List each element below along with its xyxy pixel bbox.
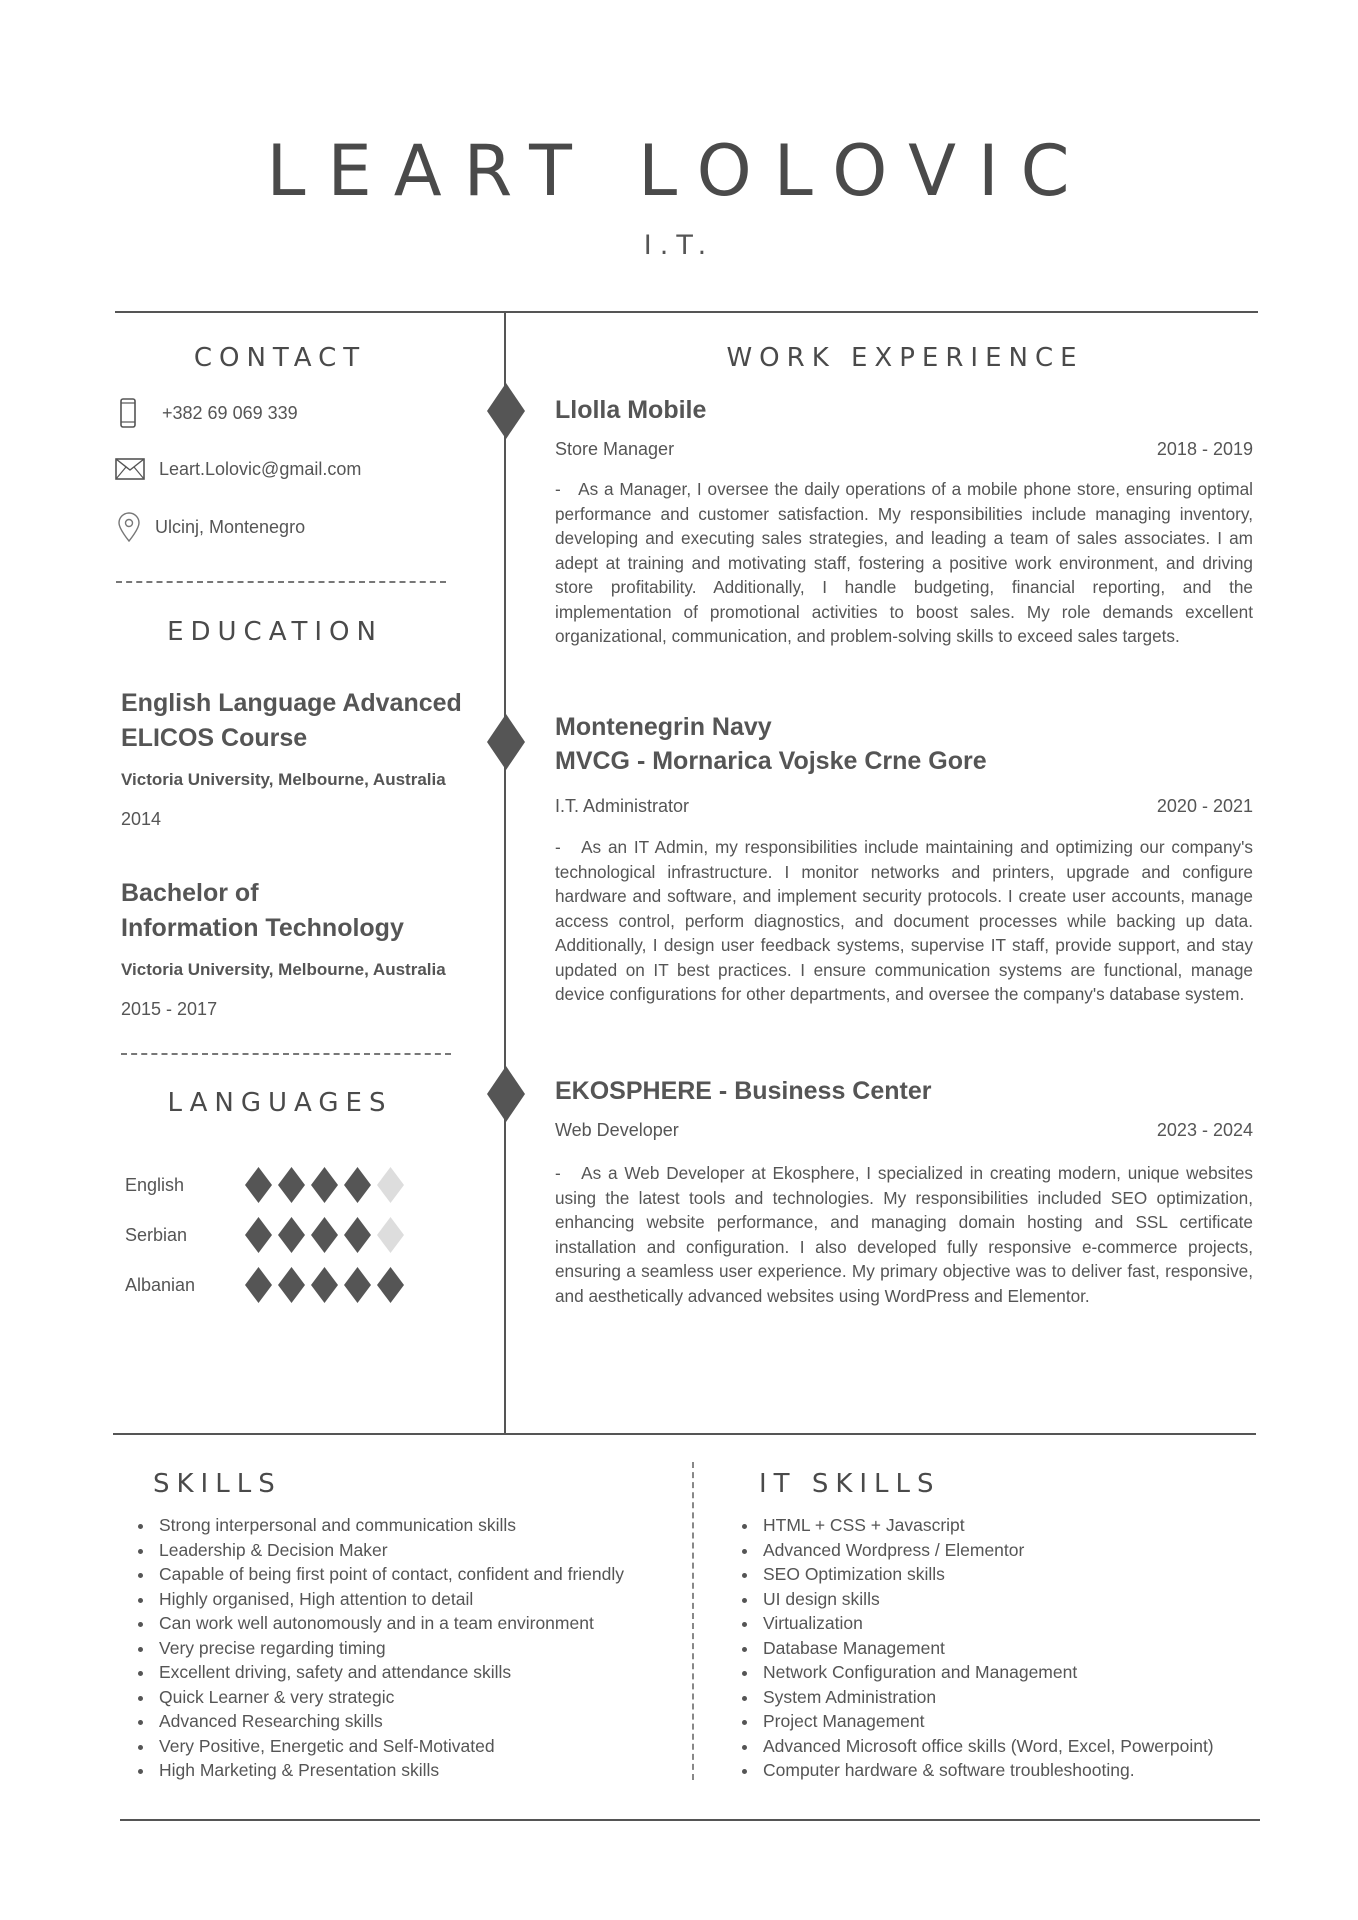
filled-diamond-icon xyxy=(245,1217,272,1253)
skill-item: • SEO Optimization skills xyxy=(759,1562,1257,1587)
skills-column-divider xyxy=(692,1462,694,1780)
languages-heading: LANGUAGES xyxy=(167,1088,393,1118)
language-level xyxy=(245,1217,410,1253)
filled-diamond-icon xyxy=(245,1167,272,1203)
it-skills-list xyxy=(737,1513,1257,1783)
skill-item: • HTML + CSS + Javascript xyxy=(759,1513,1257,1538)
education-item xyxy=(121,686,481,830)
job-role-row xyxy=(555,796,1253,817)
timeline-line xyxy=(504,313,506,1433)
filled-diamond-icon xyxy=(278,1217,305,1253)
skill-item: • Virtualization xyxy=(759,1611,1257,1636)
job-years: 2018 - 2019 xyxy=(1156,439,1253,459)
job-role: I.T. Administrator xyxy=(555,796,690,816)
timeline-diamond-icon xyxy=(487,714,525,770)
skill-item: • Project Management xyxy=(759,1709,1257,1734)
contact-phone xyxy=(120,398,298,428)
contact-email-text[interactable]: Leart.Lolovic@gmail.com xyxy=(159,458,362,479)
skill-item: • Very Positive, Energetic and Self-Motivated xyxy=(155,1734,673,1759)
it-skills-bullets xyxy=(737,1513,1257,1783)
skill-item: • Excellent driving, safety and attendance skills xyxy=(155,1660,673,1685)
filled-diamond-icon xyxy=(311,1217,338,1253)
empty-diamond-icon xyxy=(377,1217,404,1253)
job-entry xyxy=(555,393,1253,649)
job-description: - As an IT Admin, my responsibilities include maintaining and optimizing our company's technological infrastructure. I monitor networks and printers, upgrade and configure hardware and software, and implement security protocols. I create user accounts, manage access control, perform diagnostics, and document processes while backing up data. Additionally, I design user feedback systems, supervise IT staff, provide support, and stay updated on IT best practices. I ensure communication systems are functional, manage device configurations for other departments, and oversee the company's database system. xyxy=(555,837,1253,1004)
job-entry xyxy=(555,1074,1253,1308)
skill-item: • Advanced Microsoft office skills (Word, Excel, Powerpoint) xyxy=(759,1734,1257,1759)
contact-phone-text: +382 69 069 339 xyxy=(162,402,298,423)
location-pin-icon xyxy=(117,512,141,542)
skills-bullets xyxy=(133,1513,673,1783)
job-company-subtitle: MVCG - Mornarica Vojske Crne Gore xyxy=(555,747,987,775)
job-years: 2020 - 2021 xyxy=(1156,796,1253,816)
footer-divider xyxy=(120,1819,1260,1821)
language-level xyxy=(245,1167,410,1203)
job-role-row xyxy=(555,439,1253,460)
skill-item: • Highly organised, High attention to detail xyxy=(155,1587,673,1612)
job-role-row xyxy=(555,1120,1253,1141)
header-divider xyxy=(115,311,1258,313)
skill-item: • Advanced Wordpress / Elementor xyxy=(759,1538,1257,1563)
education-degree: Information Technology xyxy=(121,914,404,942)
skill-item: • UI design skills xyxy=(759,1587,1257,1612)
language-name: Serbian xyxy=(125,1224,188,1245)
language-row xyxy=(125,1160,445,1210)
language-row xyxy=(125,1260,445,1310)
skills-top-divider xyxy=(113,1433,1256,1435)
skill-item: • Quick Learner & very strategic xyxy=(155,1685,673,1710)
education-degree: Bachelor of xyxy=(121,879,259,907)
skill-item: • Can work well autonomously and in a team environment xyxy=(155,1611,673,1636)
filled-diamond-icon xyxy=(311,1167,338,1203)
filled-diamond-icon xyxy=(344,1217,371,1253)
skill-item: • Very precise regarding timing xyxy=(155,1636,673,1661)
skill-item: • System Administration xyxy=(759,1685,1257,1710)
language-level xyxy=(245,1267,410,1303)
timeline-diamond-icon xyxy=(487,383,525,439)
skills-heading: SKILLS xyxy=(153,1469,282,1499)
filled-diamond-icon xyxy=(377,1267,404,1303)
education-item xyxy=(121,876,481,1020)
education-degree: ELICOS Course xyxy=(121,724,308,752)
job-role: Store Manager xyxy=(555,439,675,459)
resume-name: LEART LOLOVIC xyxy=(266,130,1092,212)
skill-item: • Strong interpersonal and communication skills xyxy=(155,1513,673,1538)
job-years: 2023 - 2024 xyxy=(1156,1120,1253,1140)
skill-item: • Leadership & Decision Maker xyxy=(155,1538,673,1563)
filled-diamond-icon xyxy=(344,1267,371,1303)
contact-location xyxy=(117,512,305,542)
filled-diamond-icon xyxy=(245,1267,272,1303)
contact-heading: CONTACT xyxy=(193,343,367,373)
contact-email xyxy=(115,458,361,480)
filled-diamond-icon xyxy=(278,1167,305,1203)
education-school: Victoria University, Melbourne, Australia xyxy=(121,770,446,789)
job-entry xyxy=(555,710,1253,1007)
language-list xyxy=(125,1160,445,1310)
language-name: Albanian xyxy=(125,1274,196,1295)
language-name: English xyxy=(125,1174,185,1195)
it-skills-heading: IT SKILLS xyxy=(759,1469,941,1499)
job-company: Llolla Mobile xyxy=(555,396,707,424)
job-description: - As a Web Developer at Ekosphere, I specialized in creating modern, unique websites using the latest tools and technologies. My responsibilities included SEO optimization, enhancing website performance, and managing domain hosting and SSL certificate installation and configuration. I also developed fully responsive e-commerce projects, ensuring a seamless user experience. My primary objective was to deliver fast, responsive, and aesthetically advanced websites using WordPress and Elementor. xyxy=(555,1163,1253,1306)
skill-item: • Computer hardware & software troubleshooting. xyxy=(759,1758,1257,1783)
contact-location-text: Ulcinj, Montenegro xyxy=(155,516,306,537)
job-company: Montenegrin Navy xyxy=(555,713,772,741)
skill-item: • Advanced Researching skills xyxy=(155,1709,673,1734)
education-years: 2015 - 2017 xyxy=(121,999,218,1019)
job-role: Web Developer xyxy=(555,1120,679,1140)
resume-title: I.T. xyxy=(643,230,715,261)
filled-diamond-icon xyxy=(344,1167,371,1203)
skills-list xyxy=(133,1513,673,1783)
contact-divider xyxy=(116,581,446,583)
education-heading: EDUCATION xyxy=(167,617,383,647)
education-divider xyxy=(121,1053,451,1055)
skill-item: • Network Configuration and Management xyxy=(759,1660,1257,1685)
work-heading: WORK EXPERIENCE xyxy=(726,343,1084,373)
skill-item: • High Marketing & Presentation skills xyxy=(155,1758,673,1783)
timeline-diamond-icon xyxy=(487,1066,525,1122)
mail-icon xyxy=(115,458,145,480)
skill-item: • Database Management xyxy=(759,1636,1257,1661)
education-school: Victoria University, Melbourne, Australia xyxy=(121,960,446,979)
job-description: - As a Manager, I oversee the daily operations of a mobile phone store, ensuring optimal performance and customer satisfaction. My responsibilities include managing inventory, developing and executing sales strategies, and leading a team of sales associates. I am adept at training and motivating staff, fostering a positive work environment, and driving store profitability. Additionally, I handle budgeting, financial reporting, and the implementation of promotional activities to boost sales. My role demands excellent organizational, communication, and problem-solving skills to exceed sales targets. xyxy=(555,479,1253,646)
education-degree: English Language Advanced xyxy=(121,689,462,717)
empty-diamond-icon xyxy=(377,1167,404,1203)
phone-icon xyxy=(120,398,136,428)
filled-diamond-icon xyxy=(278,1267,305,1303)
filled-diamond-icon xyxy=(311,1267,338,1303)
skill-item: • Capable of being first point of contact, confident and friendly xyxy=(155,1562,673,1587)
job-company: EKOSPHERE - Business Center xyxy=(555,1077,932,1105)
language-row xyxy=(125,1210,445,1260)
education-years: 2014 xyxy=(121,809,162,829)
